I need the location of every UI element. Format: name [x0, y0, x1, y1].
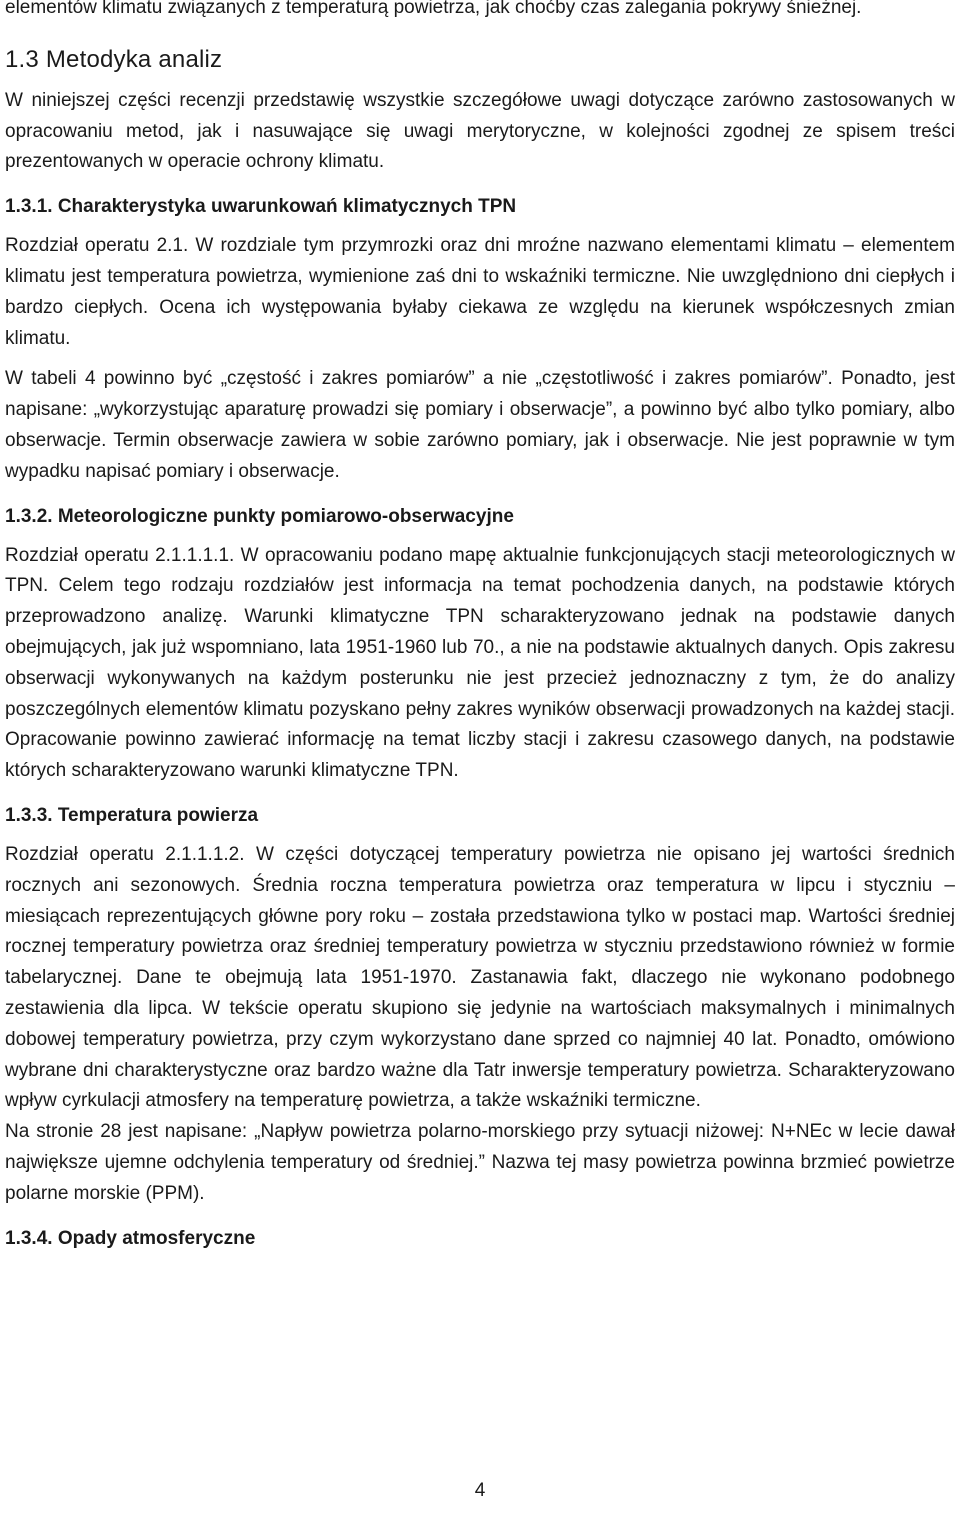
paragraph-1-3-2-a: Rozdział operatu 2.1.1.1.1. W opracowaniu podano mapę aktualnie funkcjonujących stacji meteorologicznych w TPN. Celem tego rodzaju rozdziałów jest informacja na temat pochodzenia danych, na podstawie których przeprowadzono analizę. Warunki klimatyczne TPN scharakteryzowano jednak na podstawie danych obejmujących, jak już wspomniano, lata 1951-1960 lub 70., a nie na podstawie aktualnych danych. Opis zakresu obserwacji wykonywanych na każdym posterunku nie jest przecież jednoznaczny z tym, że do analizy poszczególnych elementów klimatu pozyskano pełny zakres wyników obserwacji prowadzonych na każdej stacji. Opracowanie powinno zawierać informację na temat liczby stacji i zakresu czasowego danych, na podstawie których scharakteryzowano warunki klimatyczne TPN. [5, 544, 955, 782]
paragraph-1-3-1-a: Rozdział operatu 2.1. W rozdziale tym przymrozki oraz dni mroźne nazwano elementami klimatu – elementem klimatu jest temperatura powietrza, wymienione zaś dni to wskaźniki termiczne. Nie uwzględniono dni ciepłych i bardzo ciepłych. Ocena ich występowania byłaby ciekawa ze względu na kierunek współczesnych zmian klimatu. [5, 235, 955, 349]
subsection-heading-1-3-3: 1.3.3. Temperatura powierza [5, 804, 259, 826]
subsection-heading-1-3-1: 1.3.1. Charakterystyka uwarunkowań klimatycznych TPN [5, 196, 517, 218]
paragraph-1-3-3-a: Rozdział operatu 2.1.1.1.2. W części dotyczącej temperatury powietrza nie opisano jej wartości średnich rocznych ani sezonowych. Średnia roczna temperatura powietrza oraz temperatura w lipcu i styczniu – miesiącach reprezentujących główne pory roku – została przedstawiona tylko w postaci map. Wartości średniej rocznej temperatury powietrza oraz średniej temperatury powietrza w styczniu przedstawiono również w formie tabelarycznej. Dane te obejmują lata 1951-1970. Zastanawia fakt, dlaczego nie wykonano podobnego zestawienia dla lipca. W tekście operatu skupiono się jedynie na wartościach maksymalnych i minimalnych dobowej temperatury powietrza, przy czym wykorzystano dane sprzed co najmniej 40 lat. Ponadto, omówiono wybrane dni charakterystyczne oraz bardzo ważne dla Tatr inwersje temperatury powietrza. Scharakteryzowano wpływ cyrkulacji atmosfery na temperaturę powietrza, a także wskaźniki termiczne. [5, 843, 955, 1112]
lead-paragraph: elementów klimatu związanych z temperaturą powietrza, jak choćby czas zalegania pokrywy śnieżnej. [5, 0, 862, 18]
intro-paragraph: W niniejszej części recenzji przedstawię wszystkie szczegółowe uwagi dotyczące zarówno zastosowanych w opracowaniu metod, jak i nasuwające się uwagi merytoryczne, w kolejności zgodnej ze spisem treści prezentowanych w operacie ochrony klimatu. [5, 89, 955, 173]
paragraph-1-3-1-b: W tabeli 4 powinno być „częstość i zakres pomiarów” a nie „częstotliwość i zakres pomiarów”. Ponadto, jest napisane: „wykorzystując aparaturę prowadzi się pomiary i obserwacje”, a powinno być albo tylko pomiary, albo obserwacje. Termin obserwacje zawiera w sobie zarówno pomiary, jak i obserwacje. Nie jest poprawnie w tym wypadku napisać pomiary i obserwacje. [5, 368, 955, 482]
page-number: 4 [474, 1480, 486, 1501]
paragraph-1-3-3-b: Na stronie 28 jest napisane: „Napływ powietrza polarno-morskiego przy sytuacji niżowej: N+NEc w lecie dawał największe ujemne odchylenia temperatury od średniej.” Nazwa tej masy powietrza powinna brzmieć powietrze polarne morskie (PPM). [5, 1121, 955, 1204]
subsection-heading-1-3-4: 1.3.4. Opady atmosferyczne [5, 1227, 256, 1249]
section-heading: 1.3 Metodyka analiz [5, 45, 223, 73]
subsection-heading-1-3-2: 1.3.2. Meteorologiczne punkty pomiarowo-obserwacyjne [5, 505, 514, 527]
